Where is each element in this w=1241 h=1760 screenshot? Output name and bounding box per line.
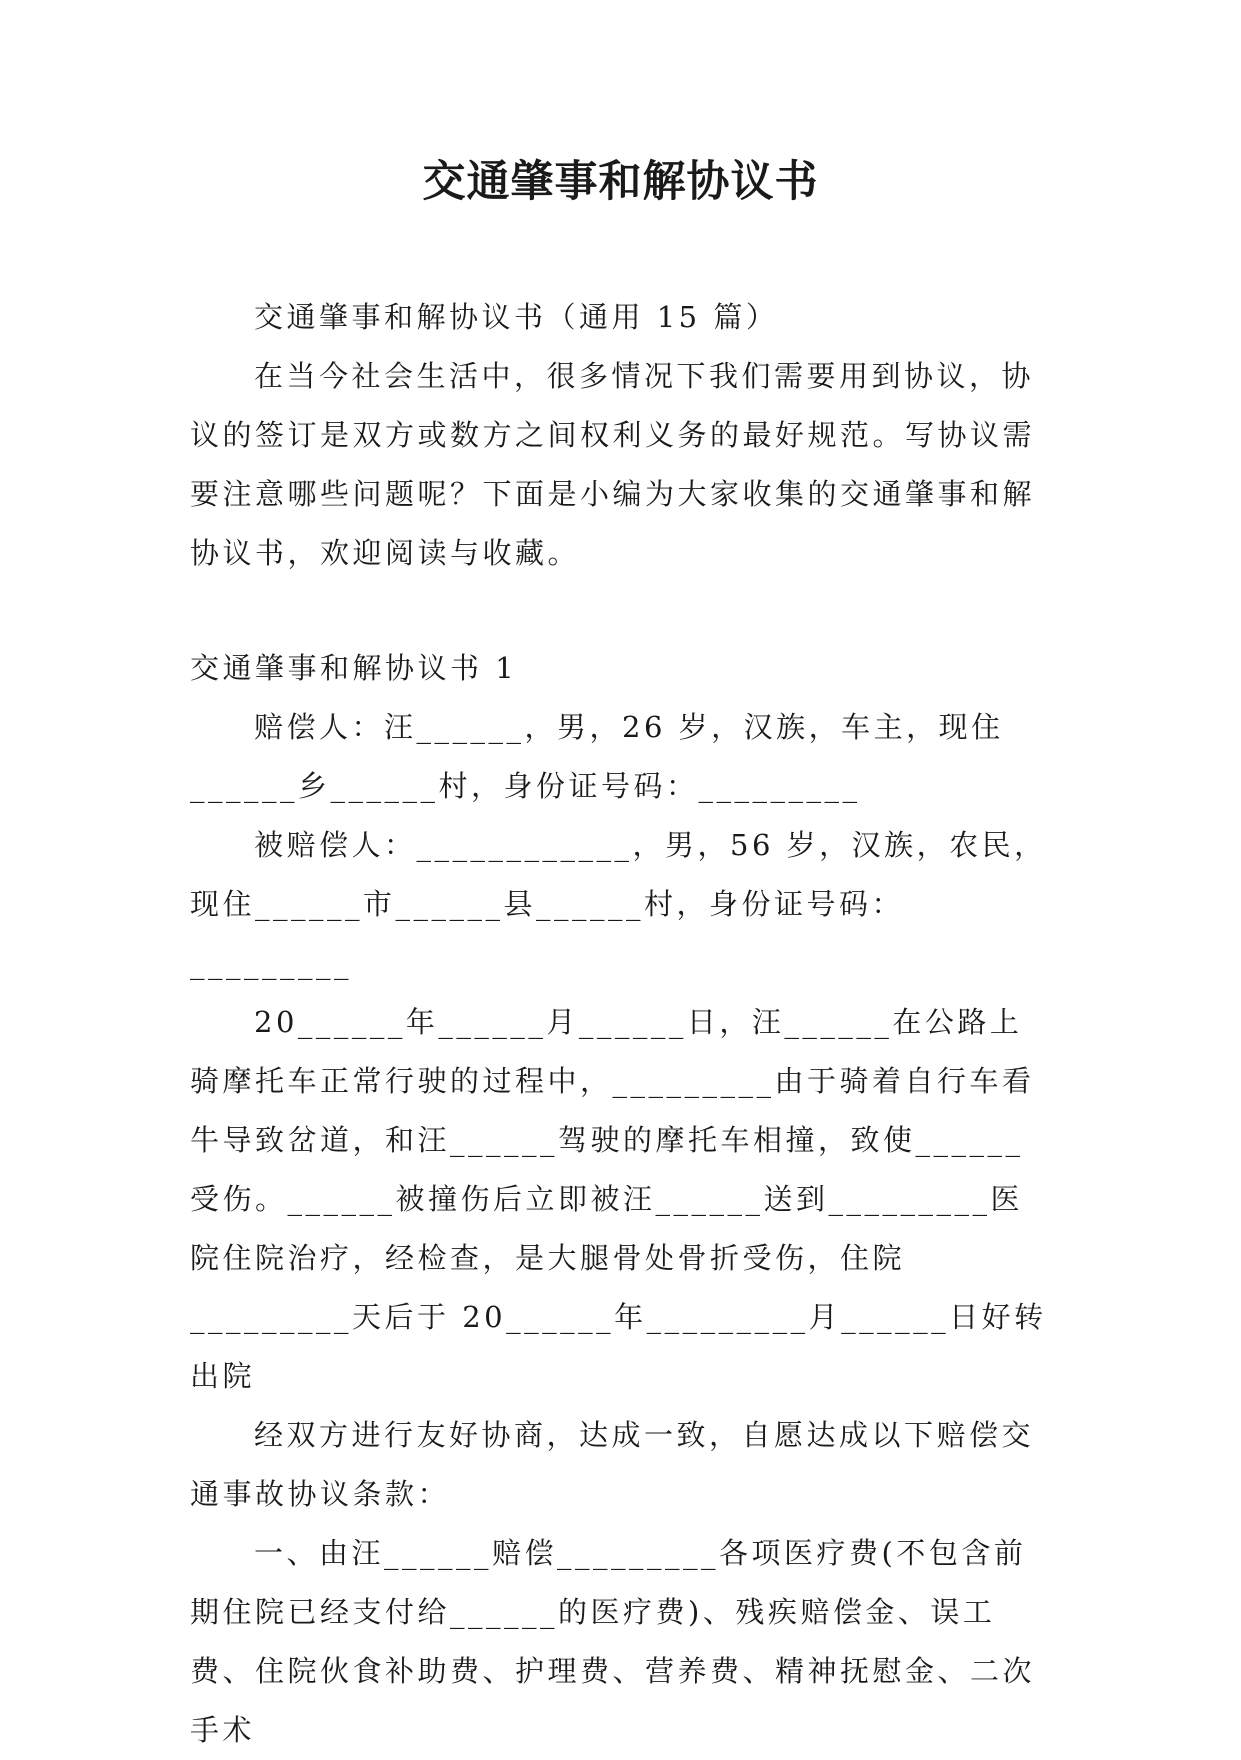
document-title: 交通肇事和解协议书	[422, 157, 819, 207]
paragraph-compensator: 赔偿人：汪______，男，26 岁，汉族，车主，现住______乡______村，身份证号码：_________	[190, 710, 1004, 803]
document-subtitle: 交通肇事和解协议书（通用 15 篇）	[254, 300, 779, 334]
paragraph-clause-1: 一、由汪______赔偿_________各项医疗费(不包含前期住院已经支付给______的医疗费)、残疾赔偿金、误工费、住院伙食补助费、护理费、营养费、精神抚慰金、二次手术	[190, 1536, 1036, 1747]
paragraph-accident-facts: 20______年______月______日，汪______在公路上骑摩托车正常行驶的过程中，_________由于骑着自行车看牛导致岔道，和汪______驾驶的摩托车相撞，致使______受伤。______被撞伤后立即被汪______送到_________医院住院治疗，经检查，是大腿骨处骨折受伤，住院_________天后于 20______年_________月______日好转出院	[190, 1005, 1047, 1393]
document-body	[190, 288, 1050, 1760]
paragraph-agreement: 经双方进行友好协商，达成一致，自愿达成以下赔偿交通事故协议条款：	[190, 1418, 1035, 1511]
section-heading: 交通肇事和解协议书 1	[190, 651, 518, 685]
paragraph-compensated: 被赔偿人：____________，男，56 岁，汉族，农民，现住______市______县______村，身份证号码：_________	[190, 828, 1047, 980]
intro-paragraph: 在当今社会生活中，很多情况下我们需要用到协议，协议的签订是双方或数方之间权利义务的最好规范。写协议需要注意哪些问题呢？下面是小编为大家收集的交通肇事和解协议书，欢迎阅读与收藏。	[190, 359, 1036, 570]
